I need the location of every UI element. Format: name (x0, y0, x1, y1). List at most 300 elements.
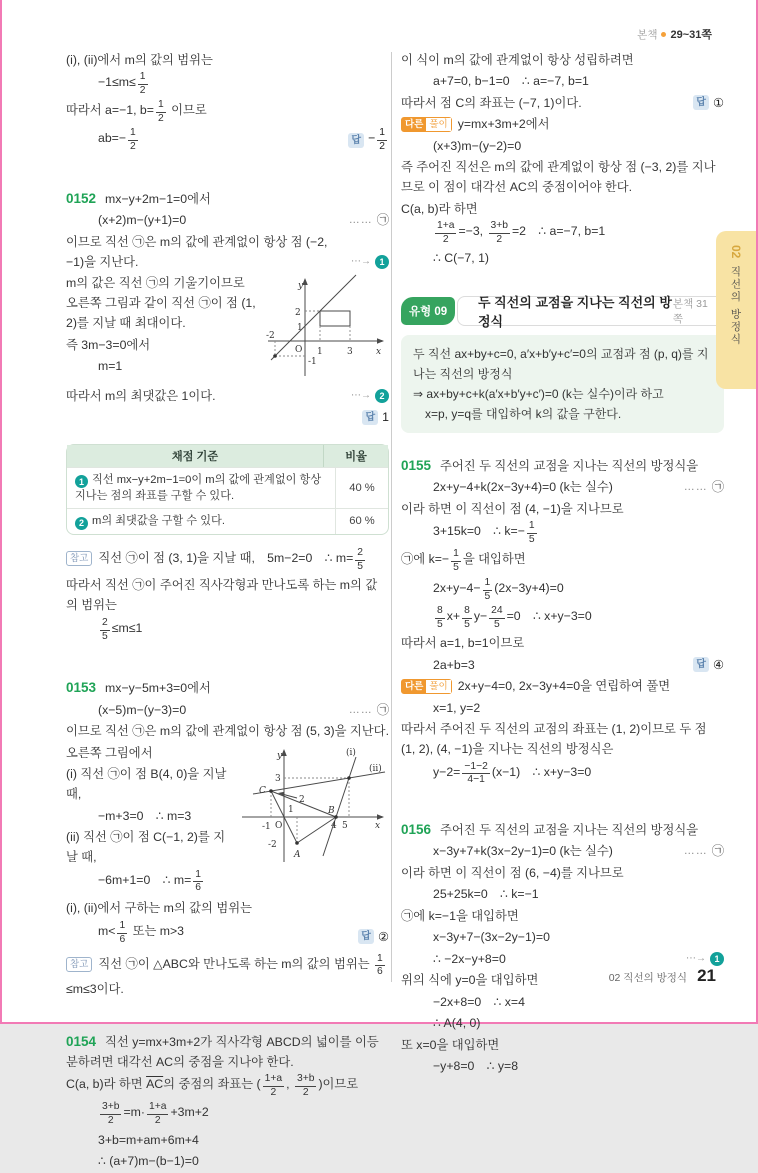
line-content (66, 210, 341, 230)
fraction (193, 869, 203, 896)
text-line (66, 721, 389, 741)
text-segment: (x+3)m−(y−2)=0 (433, 138, 522, 153)
text-line (401, 456, 724, 476)
fraction (451, 548, 461, 575)
side-tab-number: 02 (729, 245, 743, 259)
fraction-denominator: 5 (484, 590, 491, 602)
svg-text:2: 2 (295, 308, 301, 319)
line-content (66, 868, 205, 894)
line-content (401, 157, 724, 197)
answer-badge: 답 (693, 657, 709, 672)
text-line (401, 863, 724, 883)
text-segment: 25+25k=0 ∴ k=−1 (433, 887, 539, 902)
text-segment: 따라서 직선 ㉠이 주어진 직사각형과 만나도록 하는 m의 값의 범위는 (66, 578, 378, 613)
line-content (401, 136, 724, 156)
text-segment: y=mx+3m+2에서 (457, 117, 550, 131)
line-content (401, 1056, 724, 1076)
text-segment: 직선 ㉠이 점 (3, 1)을 지날 때, 5m−2=0 ∴ m= (98, 551, 354, 566)
column-divider (391, 52, 392, 982)
table-header-criteria: 채점 기준 (171, 450, 219, 463)
text-segment: 직선 y=mx+3m+2가 직사각형 ABCD의 넓이를 이등분하려면 대각선 AC의 중점을 지나야 한다. (66, 1034, 379, 1069)
line-content (66, 809, 191, 823)
line-content (401, 863, 724, 883)
text-line (401, 1056, 724, 1076)
right-column (401, 48, 724, 1078)
text-segment: ∴ −2x−y+8=0 (433, 951, 506, 966)
text-segment: (x+2)m−(y+1)=0 (98, 213, 187, 228)
text-segment: m의 값은 직선 ㉠의 기울기이므로 오른쪽 그림과 같이 직선 ㉠이 점 (1, 2)를 지날 때 최대이다. (66, 276, 256, 331)
fraction (377, 127, 387, 154)
table-cell-ratio: 40 % (335, 468, 388, 509)
line-content (66, 1130, 389, 1150)
text-line (66, 189, 389, 209)
line-content (66, 71, 389, 98)
step-circle: 2 (75, 517, 88, 530)
fraction-numerator: 1+a (263, 1073, 284, 1087)
svg-text:-2: -2 (266, 331, 275, 342)
note-badge: 참고 (66, 957, 92, 972)
fraction-denominator: 2 (302, 1087, 309, 1099)
fraction-denominator: 2 (379, 141, 385, 153)
graph-figure (265, 275, 389, 382)
text-segment: 또는 m>3 (129, 923, 185, 938)
alt-badge-left: 다른 (402, 118, 426, 131)
text-segment: y−2= (433, 764, 461, 779)
fraction (355, 547, 365, 574)
vertical-spacer (401, 270, 724, 294)
fraction (147, 1101, 168, 1128)
fraction-denominator: 5 (464, 618, 470, 630)
text-segment: ∴ (a+7)m−(b−1)=0 (98, 1154, 199, 1169)
line-marker (340, 127, 389, 154)
text-segment: C(a, b)라 하면 (66, 1077, 147, 1092)
type-box-content (401, 335, 724, 433)
problem-number: 0154 (66, 1033, 97, 1049)
line-content (401, 605, 724, 632)
text-segment: 이 식이 m의 값에 관계없이 항상 성립하려면 (401, 52, 634, 67)
text-line (401, 992, 724, 1012)
svg-text:1: 1 (288, 804, 294, 815)
header-book-label: 본책 (637, 28, 658, 41)
dashed-arrow-icon: ⋯→ (351, 389, 371, 401)
vertical-spacer (66, 156, 389, 186)
line-content (66, 953, 389, 1000)
page-footer (609, 966, 716, 986)
header-page-range: 29~31쪽 (670, 29, 712, 41)
fraction-denominator: 4−1 (467, 774, 485, 786)
line-content (66, 700, 341, 720)
line-content (66, 359, 122, 373)
text-segment: 2x+y−4− (433, 580, 481, 595)
line-content (401, 698, 724, 718)
text-line (66, 678, 389, 698)
reference-dots: …… (683, 481, 708, 494)
text-segment: =2 ∴ a=−7, b=1 (511, 224, 606, 239)
line-content (401, 114, 724, 134)
fraction-numerator: 2 (355, 547, 365, 561)
svg-text:y: y (277, 750, 283, 761)
fraction (263, 1073, 284, 1100)
text-line (66, 575, 389, 615)
table-cell-text: m의 최댓값을 구할 수 있다. (92, 515, 225, 528)
fraction-numerator: −1−2 (462, 761, 489, 775)
text-segment: 주어진 두 직선의 교점을 지나는 직선의 방정식을 (440, 822, 699, 837)
text-line (401, 499, 724, 519)
svg-text:A: A (294, 849, 301, 860)
text-segment: −y+8=0 ∴ y=8 (433, 1059, 519, 1074)
text-segment: (ii) 직선 ㉠이 점 C(−1, 2)를 지날 때, (66, 830, 226, 865)
line-marker (350, 927, 389, 947)
text-segment: 이므로 (167, 103, 207, 118)
text-segment: , (286, 1077, 293, 1092)
table-cell-criteria (67, 509, 335, 534)
answer-value (378, 927, 389, 947)
text-line (401, 820, 724, 840)
line-content (401, 633, 724, 653)
vertical-spacer (66, 645, 389, 675)
line-content (66, 575, 389, 615)
text-segment: 따라서 주어진 두 직선의 교점의 좌표는 (1, 2)이므로 두 점 (1, 2), (4, −1)을 지나는 직선의 방정식은 (401, 722, 707, 757)
answer-badge: 답 (693, 95, 709, 110)
line-content (401, 499, 724, 519)
text-line (66, 869, 389, 896)
svg-text:-1: -1 (308, 357, 317, 368)
answer-value (713, 93, 724, 113)
line-marker (676, 841, 724, 861)
text-segment: 3+15k=0 ∴ k=− (433, 524, 525, 539)
text-segment: −m+3=0 ∴ m=3 (98, 808, 192, 823)
fraction (100, 617, 110, 644)
text-line (401, 761, 724, 788)
text-segment: ① (712, 95, 724, 110)
svg-text:1: 1 (297, 323, 303, 334)
text-line (66, 1032, 389, 1072)
graph-0152 (265, 275, 389, 379)
text-segment: ② (377, 929, 389, 944)
fraction-denominator: 2 (130, 141, 136, 153)
table-cell-ratio: 60 % (335, 509, 388, 534)
svg-text:5: 5 (342, 820, 348, 831)
text-line (401, 220, 724, 247)
fraction-numerator: 1 (128, 127, 138, 141)
svg-text:B: B (328, 805, 335, 816)
text-segment: −2x+8=0 ∴ x=4 (433, 994, 525, 1009)
footer-page-number: 21 (697, 966, 716, 985)
graph-text-wrap (66, 273, 389, 384)
line-content (66, 767, 226, 801)
fraction-numerator: 1 (138, 71, 148, 85)
text-line (401, 1013, 724, 1033)
fraction-numerator: 2 (100, 617, 110, 631)
text-segment: 따라서 m의 최댓값은 1이다. (66, 388, 216, 403)
text-segment: =m· (123, 1105, 145, 1120)
alt-badge-right: 풀이 (426, 680, 450, 693)
fraction (527, 520, 537, 547)
answer-value (382, 407, 389, 427)
text-segment: +3m+2 (170, 1105, 209, 1120)
fraction-denominator: 2 (270, 1087, 277, 1099)
type-box-header (457, 294, 724, 329)
text-segment: x−3y+7−(3x−2y−1)=0 (433, 930, 550, 945)
note-badge: 참고 (66, 551, 92, 566)
fraction-numerator: 1+a (147, 1101, 168, 1115)
text-segment: =−3, (458, 224, 487, 239)
svg-text:(ii): (ii) (369, 763, 382, 774)
line-content (401, 577, 724, 604)
text-line (66, 953, 389, 1000)
text-segment: 2a+b=3 (433, 657, 475, 672)
left-column (66, 48, 389, 1173)
fraction (462, 761, 489, 788)
text-line (66, 127, 389, 154)
text-segment: x+ (446, 609, 461, 624)
line-content (66, 386, 343, 406)
step-circle: 1 (375, 255, 389, 269)
text-segment: m< (98, 923, 116, 938)
line-content (66, 920, 350, 947)
fraction-denominator: 5 (102, 630, 108, 642)
text-segment: y− (473, 609, 488, 624)
fraction-numerator: 24 (489, 605, 504, 619)
text-segment: 오른쪽 그림에서 (66, 745, 153, 760)
line-content (401, 71, 724, 91)
fraction-numerator: 1 (193, 869, 203, 883)
line-marker (343, 386, 389, 406)
text-line (401, 1035, 724, 1055)
text-segment: 이라 하면 이 직선이 점 (4, −1)을 지나므로 (401, 501, 624, 516)
reference-dots: …… (683, 845, 708, 858)
fraction (295, 1073, 316, 1100)
text-line (66, 617, 389, 644)
fraction-denominator: 2 (157, 113, 164, 125)
svg-text:(i): (i) (346, 747, 356, 758)
fraction (435, 220, 456, 247)
text-segment: ≤m≤1 (111, 621, 143, 636)
line-content (401, 655, 685, 675)
type-box-line: 두 직선 ax+by+c=0, a′x+b′y+c′=0의 교점과 점 (p, q)를 지나는 직선의 방정식 (413, 346, 709, 381)
line-content (401, 841, 676, 861)
fraction-denominator: 5 (494, 618, 500, 630)
fraction-denominator: 5 (453, 562, 459, 574)
fraction (117, 920, 127, 947)
table-cell-text: 직선 mx−y+2m−1=0이 m의 값에 관계없이 항상 지나는 점의 좌표를 구할 수 있다. (75, 473, 322, 503)
fraction (375, 953, 385, 980)
text-line (401, 698, 724, 718)
text-line (66, 386, 389, 406)
reference-mark: ㉠ (376, 702, 389, 717)
text-line (401, 655, 724, 675)
line-marker (343, 252, 389, 272)
alt-solution-badge (401, 117, 452, 132)
line-content (401, 220, 724, 247)
line-content (66, 1101, 389, 1128)
text-line (401, 248, 724, 268)
overline-segment: $\overline{AC}$ (146, 1077, 164, 1092)
vertical-spacer (401, 789, 724, 817)
reference-dots: …… (348, 214, 373, 227)
fraction-numerator: 1 (377, 127, 387, 141)
answer-value (368, 127, 389, 154)
text-line (401, 199, 724, 219)
fraction-denominator: 5 (528, 534, 535, 546)
reference-mark: ㉠ (711, 480, 724, 495)
line-content (66, 127, 340, 154)
svg-text:3: 3 (275, 773, 281, 784)
text-segment: 또 x=0을 대입하면 (401, 1037, 500, 1052)
vertical-spacer (66, 1001, 389, 1029)
text-line (401, 50, 724, 70)
chapter-side-tab (716, 231, 756, 389)
alt-badge-right: 풀이 (426, 118, 450, 131)
fraction-numerator: 1 (156, 99, 166, 113)
text-segment: 1 (382, 410, 389, 425)
answer-badge: 답 (348, 133, 364, 148)
step-circle: 1 (710, 952, 724, 966)
fraction-numerator: 3+b (295, 1073, 316, 1087)
text-line (66, 71, 389, 98)
svg-text:x: x (375, 820, 381, 831)
fraction-numerator: 1 (527, 520, 537, 534)
fraction-denominator: 6 (119, 933, 126, 945)
svg-text:-2: -2 (268, 839, 277, 850)
vertical-spacer (66, 948, 389, 951)
text-segment: 2x+y−4=0, 2x−3y+4=0을 연립하여 풀면 (457, 679, 671, 694)
fraction (489, 220, 510, 247)
text-segment: a+7=0, b−1=0 ∴ a=−7, b=1 (433, 74, 589, 88)
dashed-arrow-icon: ⋯→ (351, 255, 371, 267)
line-content (66, 99, 389, 126)
fraction-denominator: 6 (377, 966, 383, 978)
line-marker (676, 477, 724, 497)
table-row (67, 508, 388, 534)
footer-chapter-label: 02 직선의 방정식 (608, 972, 688, 984)
fraction (128, 127, 138, 154)
text-segment: 위의 식에 y=0을 대입하면 (401, 973, 539, 988)
text-line (401, 93, 724, 113)
alt-badge-left: 다른 (402, 680, 426, 693)
text-line (401, 719, 724, 759)
text-line (401, 927, 724, 947)
text-segment: )이므로 (318, 1077, 359, 1092)
text-line (66, 1073, 389, 1100)
text-segment: −1≤m≤ (98, 75, 136, 90)
text-line (66, 898, 389, 918)
text-segment: 따라서 a=−1, b= (66, 103, 154, 118)
orange-dot-icon (661, 32, 666, 37)
problem-number: 0153 (66, 680, 97, 696)
fraction-denominator: 2 (442, 233, 449, 245)
line-content (401, 520, 724, 547)
text-segment: mx−y−5m+3=0에서 (105, 681, 211, 696)
alt-solution-badge (401, 679, 452, 694)
svg-text:2: 2 (299, 794, 305, 805)
step-circle: 2 (375, 389, 389, 403)
line-content (401, 719, 724, 759)
fraction (100, 1101, 121, 1128)
text-line (401, 548, 724, 575)
text-segment: 을 대입하면 (462, 552, 526, 567)
text-segment: 주어진 두 직선의 교점을 지나는 직선의 방정식을 (440, 458, 699, 473)
fraction-numerator: 1 (451, 548, 461, 562)
line-marker (354, 407, 389, 427)
text-segment: 즉 3m−3=0에서 (66, 337, 151, 352)
text-line (401, 906, 724, 926)
problem-number: 0156 (401, 821, 432, 837)
vertical-spacer (66, 542, 389, 546)
table-cell-criteria (67, 468, 335, 509)
answer-badge: 답 (358, 929, 374, 944)
line-content (401, 761, 724, 788)
problem-type-box (401, 296, 724, 433)
text-segment: 즉 주어진 직선은 m의 값에 관계없이 항상 점 (−3, 2)를 지나므로 이 점이 대각선 AC의 중점이어야 한다. (401, 160, 716, 194)
text-segment: (i), (ii)에서 m의 값의 범위는 (66, 52, 213, 67)
fraction (156, 99, 166, 126)
line-content (401, 820, 724, 840)
text-segment: − (368, 131, 376, 146)
graph-text-wrap (66, 743, 389, 897)
line-content (401, 1035, 724, 1055)
svg-text:O: O (295, 345, 303, 356)
svg-text:3: 3 (347, 347, 353, 358)
text-segment: ∴ C(−7, 1) (433, 251, 490, 266)
type-box-line: x=p, y=q를 대입하여 k의 값을 구한다. (413, 406, 622, 421)
text-line (401, 520, 724, 547)
fraction (138, 71, 148, 98)
text-line (66, 547, 389, 574)
line-content (66, 746, 153, 760)
text-segment: 직선 ㉠이 △ABC와 만나도록 하는 m의 값의 범위는 (98, 956, 374, 971)
svg-text:-1: -1 (262, 821, 271, 832)
fraction-numerator: 8 (435, 605, 445, 619)
text-segment: (2x−3y+4)=0 (494, 580, 564, 595)
text-segment: ∴ A(4, 0) (433, 1016, 481, 1031)
line-content (401, 50, 724, 70)
vertical-spacer (401, 435, 724, 453)
reference-dots: …… (348, 703, 373, 716)
text-line (66, 1130, 389, 1150)
grading-criteria-table (66, 444, 389, 535)
text-segment: 이므로 직선 ㉠은 m의 값에 관계없이 항상 점 (5, 3)을 지난다. (66, 724, 389, 739)
reference-mark: ㉠ (376, 213, 389, 228)
type-box-page-ref: 본책 31쪽 (672, 297, 708, 325)
svg-text:1: 1 (317, 347, 323, 358)
text-line (401, 676, 724, 696)
fraction-denominator: 2 (154, 1115, 161, 1127)
step-circle: 1 (75, 475, 88, 488)
type-badge: 유형 09 (401, 297, 455, 325)
line-content (66, 830, 225, 864)
text-line (401, 71, 724, 91)
svg-text:x: x (376, 347, 382, 358)
text-line (401, 605, 724, 632)
text-line (401, 633, 724, 653)
text-segment: ab=− (98, 131, 127, 146)
fraction (489, 605, 504, 632)
text-line (66, 1151, 389, 1171)
fraction-denominator: 5 (437, 618, 443, 630)
text-line (401, 136, 724, 156)
line-content (66, 1032, 389, 1072)
table-header-ratio: 비율 (323, 445, 388, 467)
text-line (401, 884, 724, 904)
svg-text:C: C (259, 785, 266, 796)
text-line (401, 157, 724, 197)
fraction-numerator: 8 (462, 605, 472, 619)
text-segment: =0 ∴ x+y−3=0 (506, 609, 592, 624)
text-line (66, 210, 389, 230)
text-segment: 2x+y−4+k(2x−3y+4)=0 (k는 실수) (433, 480, 613, 495)
line-content (401, 248, 724, 268)
